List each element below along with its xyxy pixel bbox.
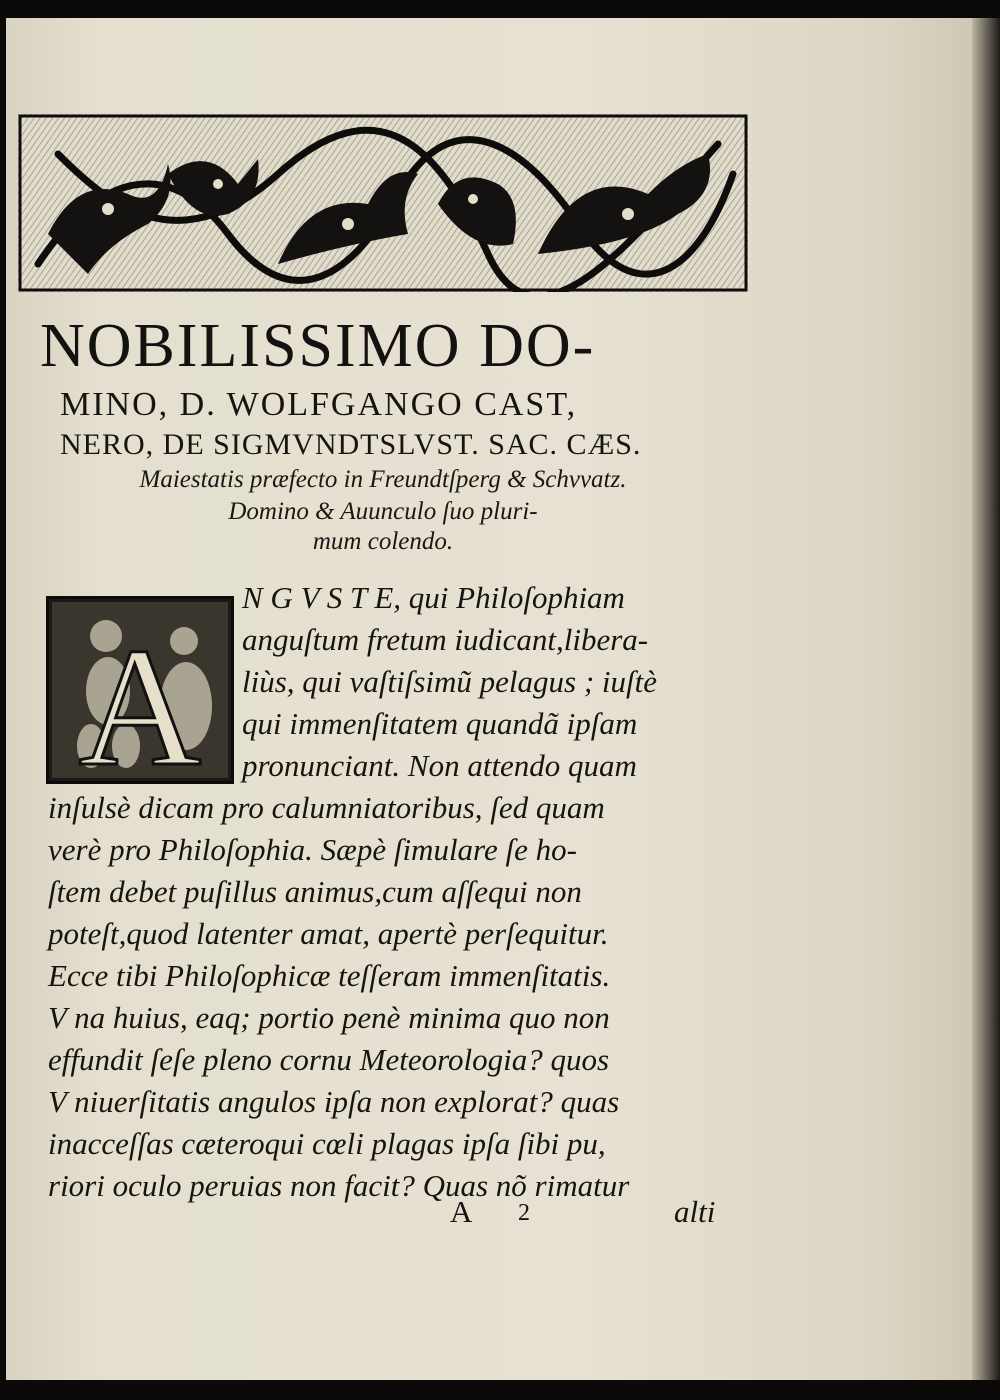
text-line: inſulsè dicam pro calumniatoribus, ſed quam (48, 790, 605, 825)
dedication-line-3: mum colendo. (312, 528, 454, 555)
heading-line-2: MINO, D. WOLFGANGO CAST, (60, 386, 578, 423)
signature-number: 2 (518, 1200, 530, 1226)
dedication-line-2: Domino & Auunculo ſuo pluri- (228, 498, 538, 525)
text-line: poteſt,quod latenter amat, apertè perſequitur. (48, 916, 609, 951)
catchword: alti (674, 1194, 716, 1229)
text-line: liùs, qui vaſtiſsimũ pelagus ; iuſtè (242, 664, 658, 699)
text-line: effundit ſeſe pleno cornu Meteorologia? quos (48, 1042, 610, 1077)
text-line: ſtem debet puſillus animus,cum aſſequi non (48, 874, 582, 909)
text-line: V na huius, eaq; portio penè minima quo non (48, 1000, 610, 1035)
dedication-line-1: Maiestatis præfecto in Freundtſperg & Schvvatz. (139, 466, 627, 493)
text-line: pronunciant. Non attendo quam (242, 748, 637, 783)
text-line: verè pro Philoſophia. Sæpè ſimulare ſe ho- (48, 832, 577, 867)
woodcut-headpiece (18, 114, 748, 292)
book-page (6, 18, 972, 1380)
decorated-initial (46, 596, 234, 784)
signature-mark: A (450, 1194, 473, 1229)
text-line: riori oculo peruias non facit? Quas nõ rimatur (48, 1168, 630, 1203)
text-line: N G V S T E, qui Philoſophiam (242, 580, 625, 615)
text-line: anguſtum fretum iudicant,libera- (242, 622, 649, 657)
text-line: inacceſſas cæteroqui cœli plagas ipſa ſibi pu, (48, 1126, 606, 1161)
text-line: V niuerſitatis angulos ipſa non explorat? quas (48, 1084, 620, 1119)
initial-letter: A (78, 613, 202, 784)
text-line: Ecce tibi Philoſophicæ teſſeram immenſitatis. (48, 958, 611, 993)
page-edge (972, 18, 1000, 1380)
heading-line-3: NERO, DE SIGMVNDTSLVST. SAC. CÆS. (60, 428, 642, 461)
text-line: qui immenſitatem quandã ipſam (242, 706, 638, 741)
heading-line-1: NOBILISSIMO DO- (40, 312, 596, 380)
